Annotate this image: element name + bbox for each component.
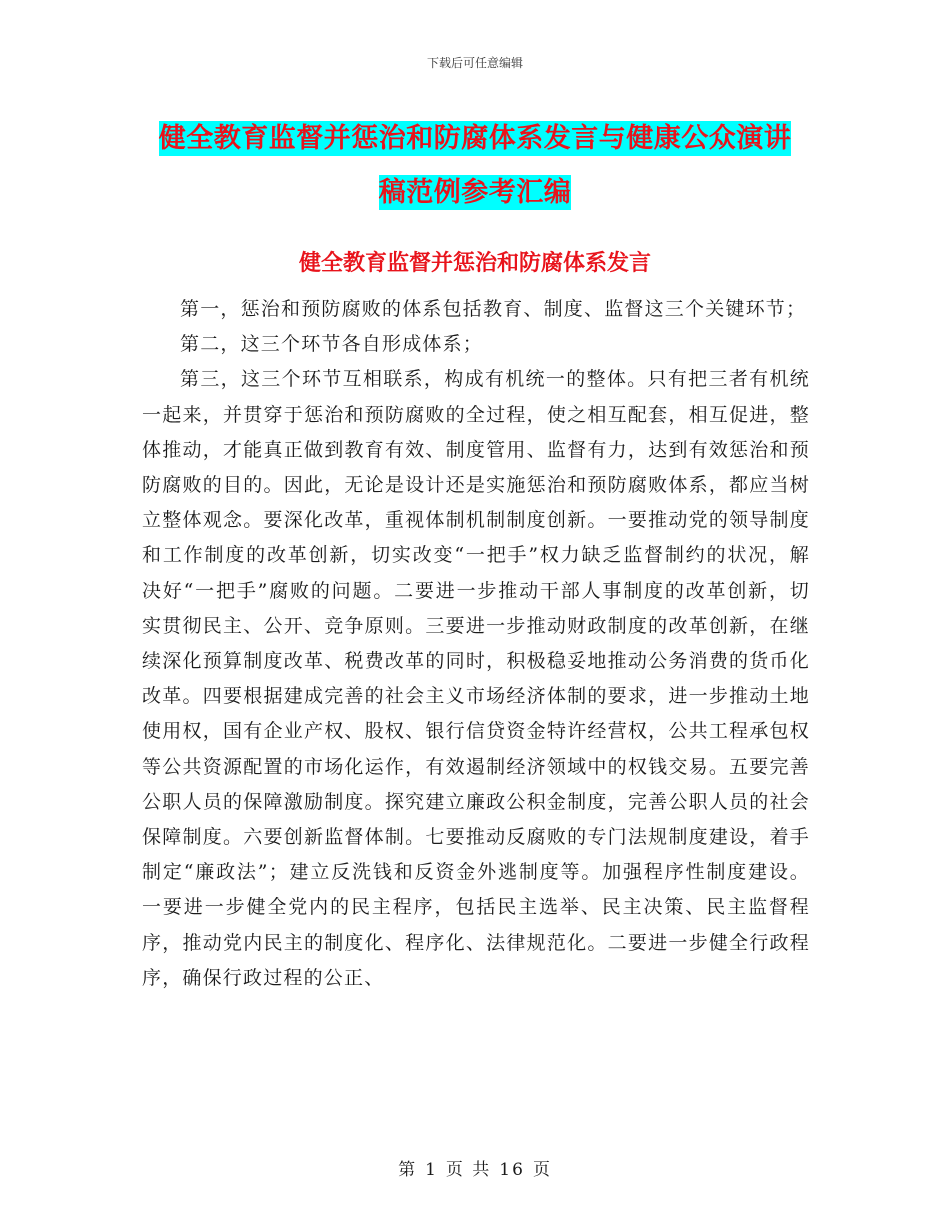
page-total: 16: [499, 1160, 525, 1180]
document-title: [140, 112, 810, 220]
page-footer: [0, 1155, 950, 1180]
document-title-line-2: 稿范例参考汇编: [378, 177, 572, 208]
paragraph-2: 第二，这三个环节各自形成体系；: [180, 333, 484, 356]
paragraph-3: 第三，这三个环节互相联系，构成有机统一的整体。只有把三者有机统一起来，并贯穿于惩治和预防腐败的全过程，使之相互配套，相互促进，整体推动，才能真正做到教育有效、制度管用、监督有力，达到有效惩治和预防腐败的目的。因此，无论是设计还是实施惩治和预防腐败体系，都应当树立整体观念。要深化改革，重视体制机制制度创新。一要推动党的领导制度和工作制度的改革创新，切实改变“一把手”权力缺乏监督制约的状况，解决好“一把手”腐败的问题。二要进一步推动干部人事制度的改革创新，切实贯彻民主、公开、竞争原则。三要进一步推动财政制度的改革创新，在继续深化预算制度改革、税费改革的同时，积极稳妥地推动公务消费的货币化改革。四要根据建成完善的社会主义市场经济体制的要求，进一步推动土地使用权，国有企业产权、股权、银行信贷资金特许经营权，公共工程承包权等公共资源配置的市场化运作，有效遏制经济领域中的权钱交易。五要完善公职人员的保障激励制度。探究建立廉政公积金制度，完善公职人员的社会保障制度。六要创新监督体制。七要推动反腐败的专门法规制度建设，着手制定“廉政法”；建立反洗钱和反资金外逃制度等。加强程序性制度建设。一要进一步健全党内的民主程序，包括民主选举、民主决策、民主监督程序，推动党内民主的制度化、程序化、法律规范化。二要进一步健全行政程序，确保行政过程的公正、: [142, 368, 810, 989]
header-note: 下载后可任意编辑: [426, 56, 523, 70]
page-mid: 页 共: [445, 1160, 492, 1180]
page-prefix: 第: [398, 1160, 418, 1180]
section-title: 健全教育监督并惩治和防腐体系发言: [298, 251, 651, 276]
body-text: [142, 292, 810, 996]
page-suffix: 页: [532, 1160, 552, 1180]
document-title-line-1: 健全教育监督并惩治和防腐体系发言与健康公众演讲: [158, 123, 792, 154]
page-current: 1: [425, 1160, 438, 1180]
paragraph-1: 第一，惩治和预防腐败的体系包括教育、制度、监督这三个关键环节；: [180, 298, 807, 320]
